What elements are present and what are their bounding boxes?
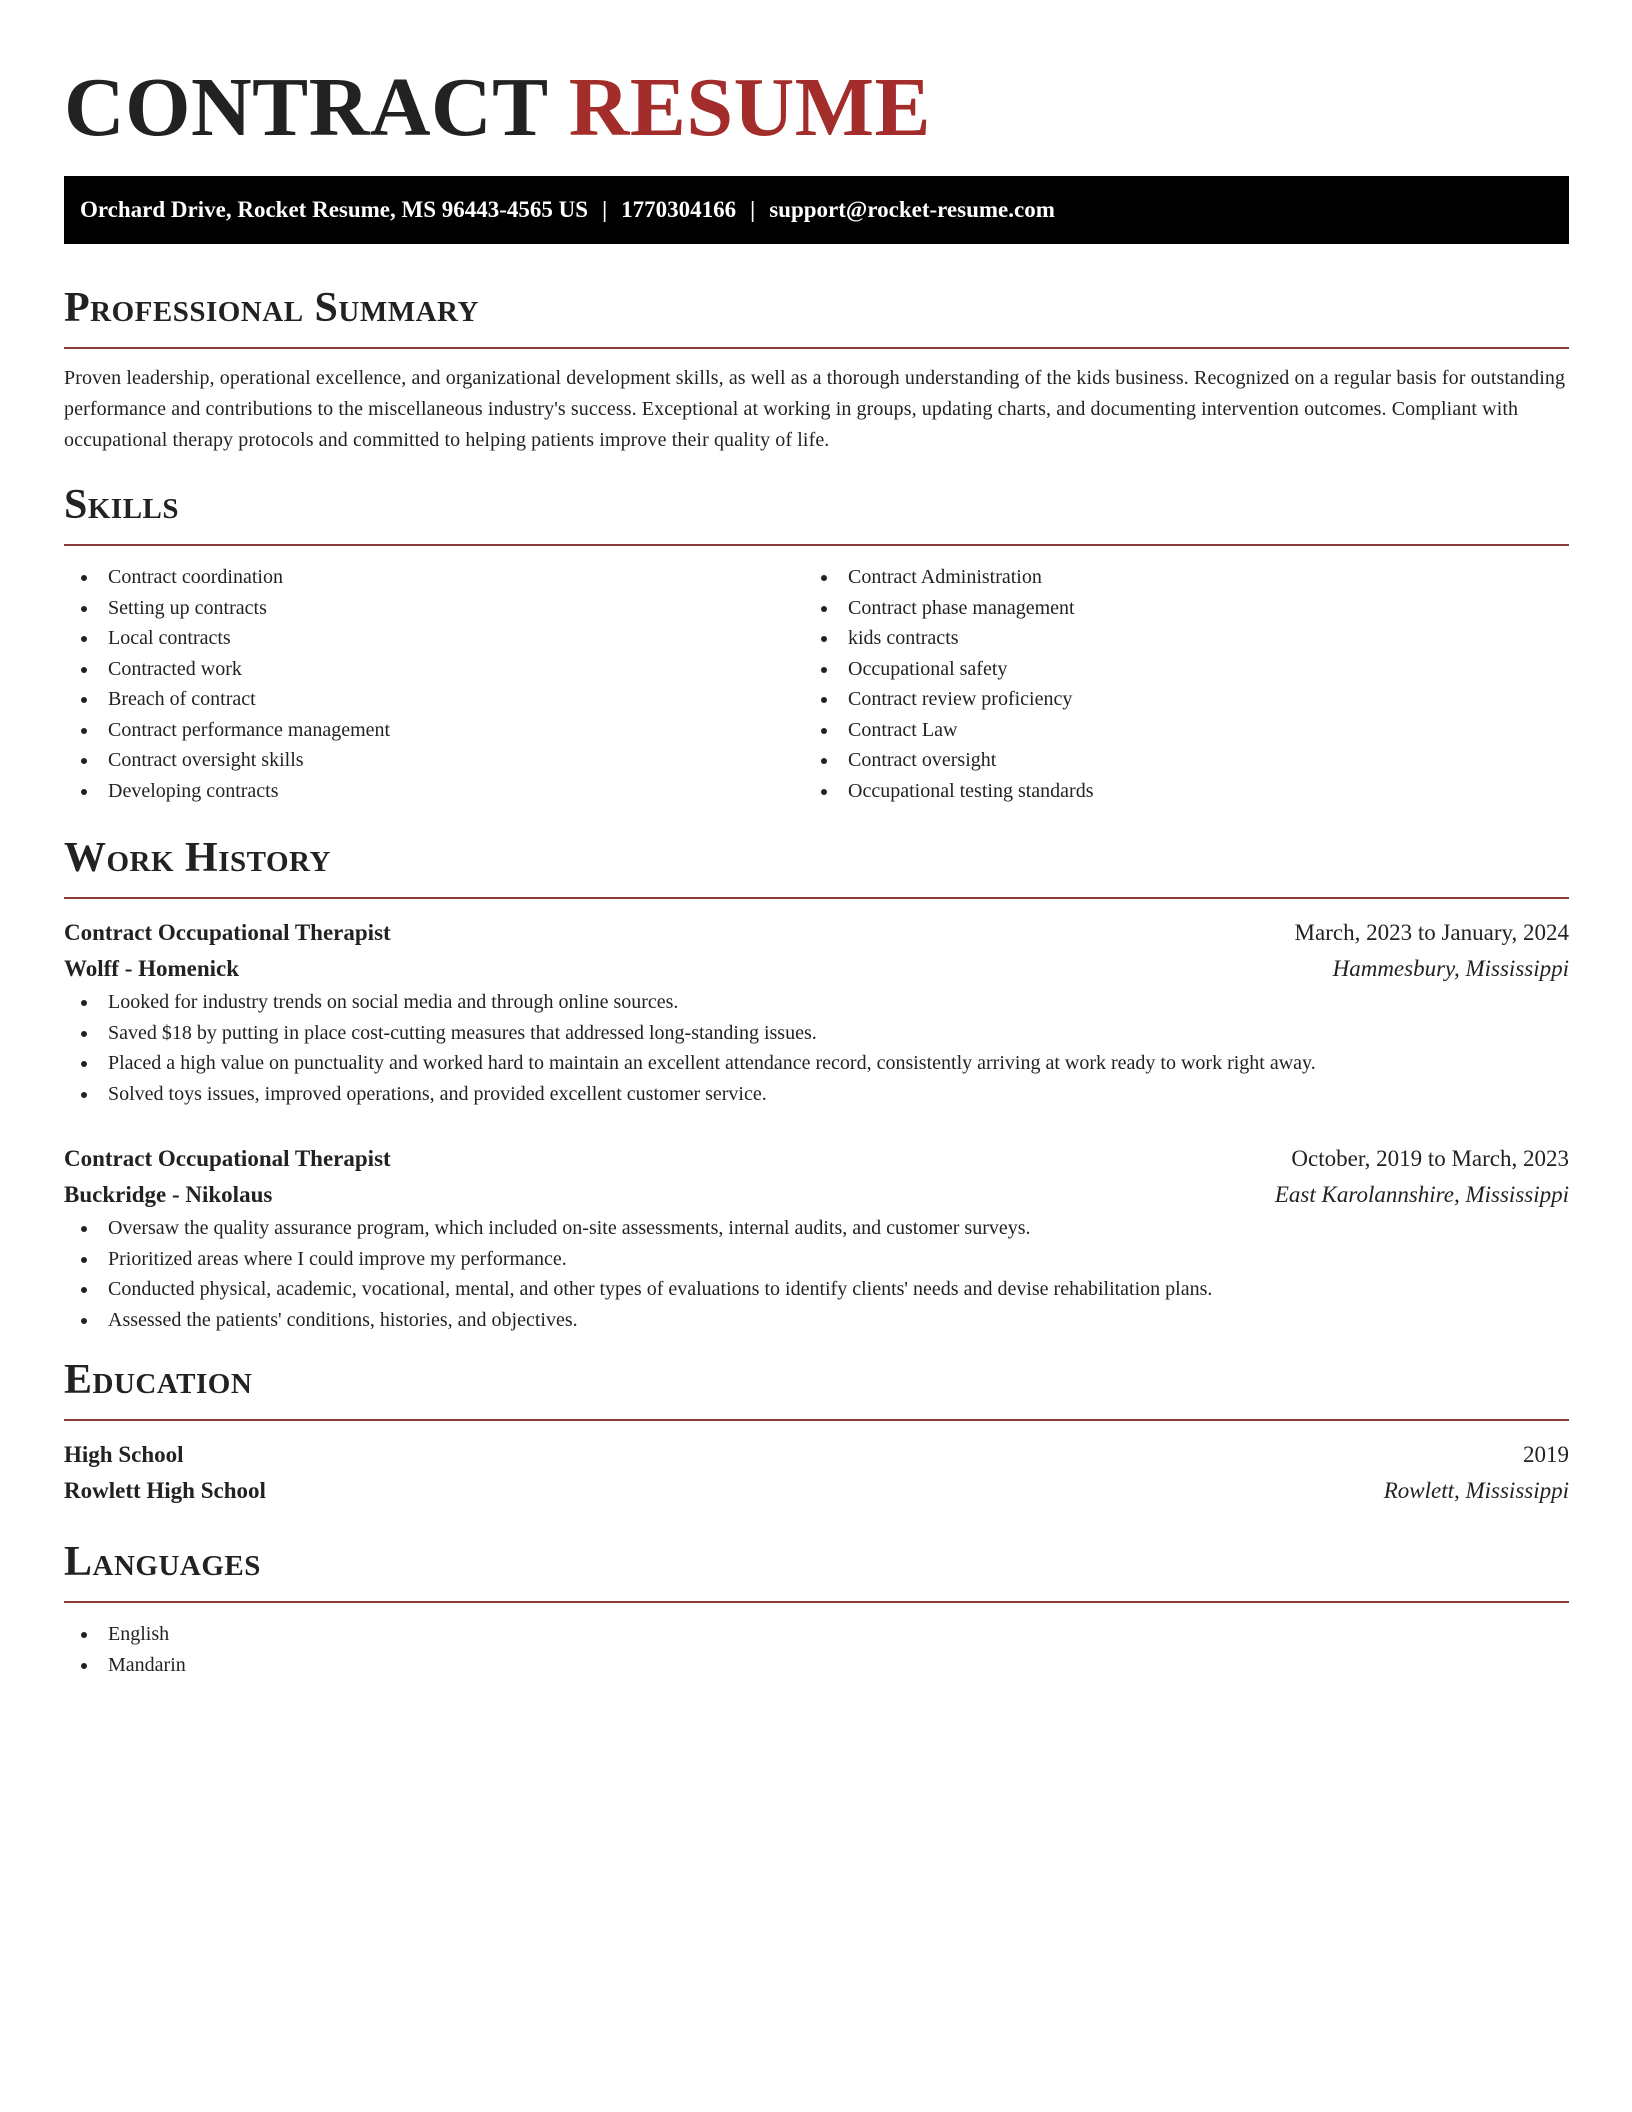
section-title-education: Education	[64, 1357, 253, 1403]
skill-item: Contract oversight skills	[64, 745, 804, 776]
education-year: 2019	[1523, 1442, 1569, 1467]
section-title-languages: Languages	[64, 1539, 261, 1585]
job-dates: October, 2019 to March, 2023	[1291, 1146, 1569, 1171]
job-company: Buckridge - Nikolaus	[64, 1182, 273, 1207]
job-bullet: Assessed the patients' conditions, histories, and objectives.	[64, 1305, 1569, 1336]
skill-item: Contract phase management	[804, 593, 1544, 624]
contact-bar	[64, 176, 1569, 244]
skill-item: Occupational safety	[804, 654, 1544, 685]
resume-page	[64, 0, 1569, 1680]
job-location: East Karolannshire, Mississippi	[1274, 1182, 1569, 1207]
job-entry	[64, 1141, 1569, 1335]
skill-item: Occupational testing standards	[804, 776, 1544, 807]
job-location: Hammesbury, Mississippi	[1332, 956, 1569, 981]
job-entry	[64, 915, 1569, 1109]
skills-grid	[64, 562, 1569, 806]
job-company: Wolff - Homenick	[64, 956, 240, 981]
job-bullet: Conducted physical, academic, vocational, mental, and other types of evaluations to identify clients' needs and devise rehabilitation plans.	[64, 1274, 1569, 1305]
job-bullet: Prioritized areas where I could improve my performance.	[64, 1244, 1569, 1275]
section-divider	[64, 347, 1569, 349]
education-school: Rowlett High School	[64, 1478, 266, 1503]
job-title: Contract Occupational Therapist	[64, 1146, 391, 1171]
section-title-work: Work History	[64, 835, 331, 881]
education-degree: High School	[64, 1442, 184, 1467]
skill-item: Contract Law	[804, 715, 1544, 746]
job-bullet: Saved $18 by putting in place cost-cutting measures that addressed long-standing issues.	[64, 1018, 1569, 1049]
language-item: English	[64, 1619, 1569, 1650]
skill-item: Developing contracts	[64, 776, 804, 807]
section-title-summary: Professional Summary	[64, 285, 479, 331]
education-location: Rowlett, Mississippi	[1383, 1478, 1569, 1503]
section-divider	[64, 1419, 1569, 1421]
language-item: Mandarin	[64, 1650, 1569, 1681]
languages-list	[64, 1619, 1569, 1680]
section-divider	[64, 897, 1569, 899]
job-bullet: Placed a high value on punctuality and worked hard to maintain an excellent attendance record, consistently arriving at work ready to work right away.	[64, 1048, 1569, 1079]
contact-email[interactable]: support@rocket-resume.com	[769, 197, 1055, 222]
skills-list-left	[64, 562, 804, 806]
skills-section	[64, 480, 1569, 806]
resume-name	[64, 0, 1569, 164]
skill-item: Contract oversight	[804, 745, 1544, 776]
summary-section	[64, 283, 1569, 456]
name-first: CONTRACT	[64, 61, 548, 154]
skill-item: Contracted work	[64, 654, 804, 685]
work-section	[64, 833, 1569, 1335]
skill-item: Breach of contract	[64, 684, 804, 715]
skill-item: Contract Administration	[804, 562, 1544, 593]
summary-text: Proven leadership, operational excellence, and organizational development skills, as well as a thorough understanding of the kids business. Recognized on a regular basis for outstanding performance and contributions to the miscellaneous industry's success. Exceptional at working in groups, updating charts, and documenting intervention outcomes. Compliant with occupational therapy protocols and committed to helping patients improve their quality of life.	[64, 367, 1566, 451]
job-bullets	[64, 1213, 1569, 1335]
contact-address: Orchard Drive, Rocket Resume, MS 96443-4565 US	[80, 197, 589, 222]
skill-item: Contract review proficiency	[804, 684, 1544, 715]
contact-separator: |	[602, 197, 608, 222]
section-divider	[64, 544, 1569, 546]
name-last: RESUME	[568, 61, 932, 154]
languages-section	[64, 1537, 1569, 1680]
job-title: Contract Occupational Therapist	[64, 920, 391, 945]
skill-item: Local contracts	[64, 623, 804, 654]
skill-item: kids contracts	[804, 623, 1544, 654]
skill-item: Setting up contracts	[64, 593, 804, 624]
skills-list-right	[804, 562, 1544, 806]
job-bullet: Oversaw the quality assurance program, which included on-site assessments, internal audits, and customer surveys.	[64, 1213, 1569, 1244]
job-bullets	[64, 987, 1569, 1109]
job-bullet: Solved toys issues, improved operations, and provided excellent customer service.	[64, 1079, 1569, 1110]
skill-item: Contract performance management	[64, 715, 804, 746]
job-bullet: Looked for industry trends on social media and through online sources.	[64, 987, 1569, 1018]
section-title-skills: Skills	[64, 482, 180, 528]
section-divider	[64, 1601, 1569, 1603]
education-section	[64, 1355, 1569, 1509]
contact-phone[interactable]: 1770304166	[621, 197, 737, 222]
education-entry	[64, 1437, 1569, 1509]
job-dates: March, 2023 to January, 2024	[1294, 920, 1569, 945]
contact-separator: |	[750, 197, 756, 222]
skill-item: Contract coordination	[64, 562, 804, 593]
